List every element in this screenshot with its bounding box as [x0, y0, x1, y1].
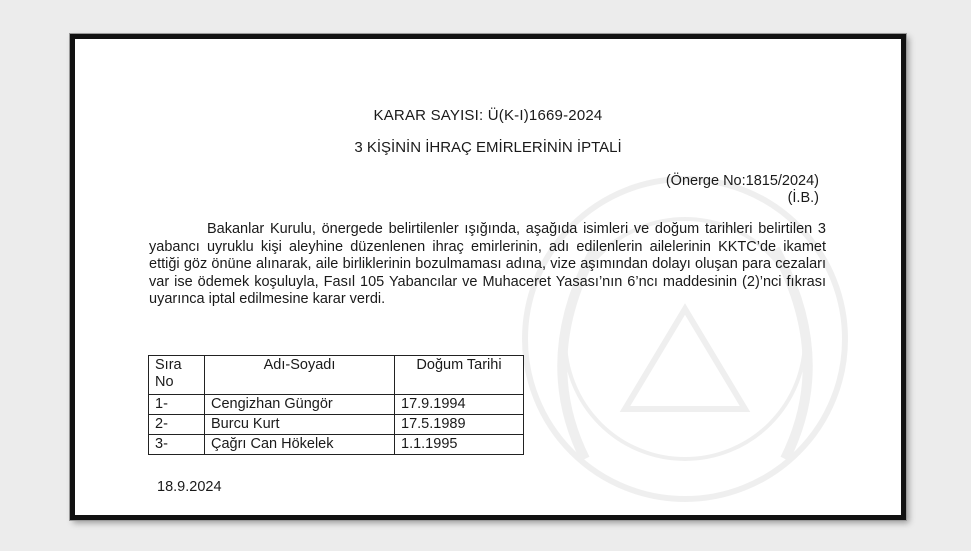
proposal-number: (Önerge No:1815/2024): [665, 173, 819, 189]
person-name: Cengizhan Güngör: [205, 395, 395, 415]
decision-body: Bakanlar Kurulu, önergede belirtilenler ışığında, aşağıda isimleri ve doğum tarihleri belirtilen 3 yabancı uyruklu kişi aleyhine düzenlenen ihraç emirlerinin, adı edilenlerin ailelerinin KKTC’de ikamet ettiği göz önüne alınarak, aile birliklerinin bozulmaması adına, vize aşımından dolayı oluşan para cezaları var ise ödemek koşuluyla, Fasıl 105 Yabancılar ve Muhaceret Yasası’nın 6’ncı maddesinin (2)’nci fıkrası uyarınca iptal edilmesine karar verdi.: [149, 221, 826, 307]
proposal-reference: [666, 173, 819, 207]
persons-table: [148, 355, 524, 455]
decision-number: KARAR SAYISI: Ü(K-I)1669-2024: [373, 107, 603, 124]
person-name: Burcu Kurt: [205, 415, 395, 435]
birth-date: 17.9.1994: [395, 395, 524, 415]
birth-date: 17.5.1989: [395, 415, 524, 435]
table-header-row: [149, 356, 524, 395]
column-header-birthdate: Doğum Tarihi: [395, 356, 524, 395]
decision-date: 18.9.2024: [157, 479, 222, 495]
birth-date: 1.1.1995: [395, 435, 524, 455]
row-number: 1-: [149, 395, 205, 415]
decision-subject: 3 KİŞİNİN İHRAÇ EMİRLERİNİN İPTALİ: [354, 139, 622, 156]
column-header-no: Sıra No: [149, 356, 205, 395]
row-number: 3-: [149, 435, 205, 455]
person-name: Çağrı Can Hökelek: [205, 435, 395, 455]
table-row: [149, 395, 524, 415]
row-number: 2-: [149, 415, 205, 435]
table-row: [149, 415, 524, 435]
column-header-name: Adı-Soyadı: [205, 356, 395, 395]
ministry-code: (İ.B.): [787, 190, 819, 206]
table-row: [149, 435, 524, 455]
document-frame: [70, 34, 906, 520]
document-page: [75, 39, 901, 515]
watermark-seal-icon: [475, 159, 895, 515]
